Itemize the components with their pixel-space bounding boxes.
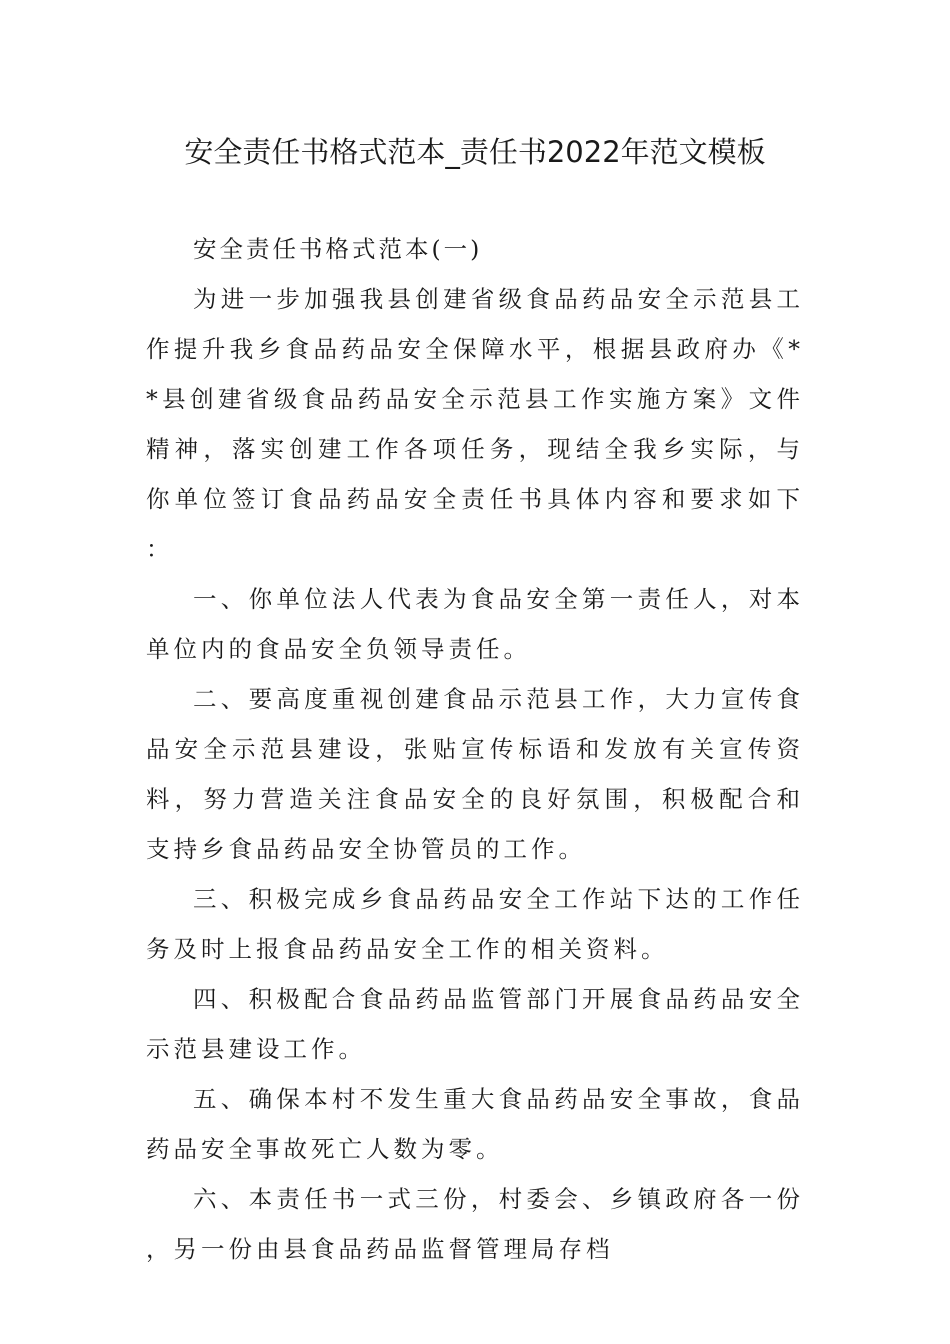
paragraph-item-6: 六、本责任书一式三份，村委会、乡镇政府各一份，另一份由县食品药品监督管理局存档 bbox=[146, 1185, 804, 1263]
paragraph-item-2: 二、要高度重视创建食品示范县工作，大力宣传食品安全示范县建设，张贴宣传标语和发放有关宣传资料，努力营造关注食品安全的良好氛围，积极配合和支持乡食品药品安全协管员的工作。 bbox=[146, 685, 804, 863]
paragraph-item-1: 一、你单位法人代表为食品安全第一责任人，对本单位内的食品安全负领导责任。 bbox=[146, 585, 804, 663]
document-title: 安全责任书格式范本_责任书2022年范文模板 bbox=[184, 135, 766, 169]
paragraph-intro: 为进一步加强我县创建省级食品药品安全示范县工作提升我乡食品药品安全保障水平，根据县政府办《**县创建省级食品药品安全示范县工作实施方案》文件精神，落实创建工作各项任务，现结全我乡实际，与你单位签订食品药品安全责任书具体内容和要求如下： bbox=[146, 285, 804, 563]
section-heading: 安全责任书格式范本(一) bbox=[193, 235, 483, 263]
paragraph-item-4: 四、积极配合食品药品监管部门开展食品药品安全示范县建设工作。 bbox=[146, 985, 804, 1063]
paragraph-item-3: 三、积极完成乡食品药品安全工作站下达的工作任务及时上报食品药品安全工作的相关资料。 bbox=[146, 885, 804, 963]
document-body bbox=[146, 224, 804, 1274]
paragraph-item-5: 五、确保本村不发生重大食品药品安全事故，食品药品安全事故死亡人数为零。 bbox=[146, 1085, 804, 1163]
